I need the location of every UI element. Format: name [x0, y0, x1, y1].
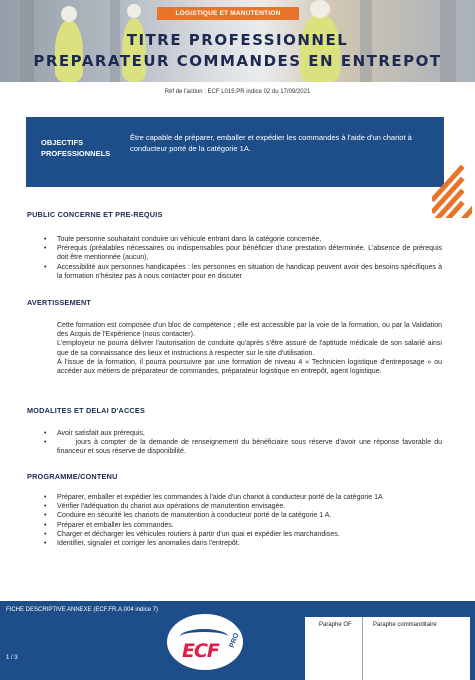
- paragraph: Cette formation est composée d'un bloc de compétence ; elle est accessible par la voie de la formation, ou par la Validation des Acquis de l'Expérience (nous contacter).: [57, 322, 442, 339]
- category-tag: LOGISTIQUE ET MANUTENTION: [157, 7, 299, 20]
- list-item: • jours à compter de la demande de renseignement du bénéficiaire sous réserve d'avoir une réponse favorable du financeur et sous réserve de disponibilité.: [44, 438, 442, 456]
- paragraph: À l'issue de la formation, il pourra poursuivre par une formation de niveau 4 « Technicien logistique d'entreposage » ou accéder aux métiers de préparateur de commandes, préparateur logistique en entrepôt, agent logistique.: [57, 358, 442, 376]
- list-item: • Prérequis (préalables nécessaires ou indispensables pour bénéficier d'une prestation déterminée. L'absence de prérequis doit être mentionnée (aucun),: [44, 244, 442, 262]
- section-heading-avertissement: AVERTISSEMENT: [27, 298, 92, 307]
- objectives-box: [26, 117, 444, 187]
- action-reference: Réf de l'action : ECF L015.PR indice 02 du 17/09/2021: [164, 89, 311, 95]
- paraphe-client-label: Paraphe commanditaire: [373, 622, 437, 628]
- page-number: 1 / 3: [6, 655, 18, 661]
- avertissement-text: [57, 321, 442, 376]
- signature-divider: [362, 617, 363, 680]
- list-item: • Avoir satisfait aux prérequis,: [44, 429, 442, 438]
- list-item: • Toute personne souhaitant conduire un véhicule entrant dans la catégorie concernée,: [44, 235, 442, 244]
- list-item: • Vérifier l'adéquation du chariot aux opérations de manutention envisagée.: [44, 502, 442, 511]
- page-title-line2: PREPARATEUR COMMANDES EN ENTREPOT: [33, 52, 442, 70]
- page-title-line1: TITRE PROFESSIONNEL: [126, 31, 349, 49]
- paraphe-of-label: Paraphe OF: [319, 622, 352, 628]
- orange-stripes-decoration: [432, 158, 472, 218]
- list-item: • Identifier, signaler et corriger les anomalies dans l'entrepôt.: [44, 539, 442, 548]
- objectives-text: Être capable de préparer, emballer et expédier les commandes à l'aide d'un chariot à conducteur porté de la catégorie 1A.: [130, 133, 412, 153]
- public-list: [44, 235, 442, 281]
- annex-label: FICHE DESCRIPTIVE ANNEXE (ECF.FR.A.004 indice 7): [6, 607, 159, 613]
- modalites-list: [44, 429, 442, 457]
- paragraph: L'employeur ne pourra délivrer l'autorisation de conduite qu'après s'être assuré de l'aptitude médicale de son salarié ainsi que de sa connaissance des lieux et instructions à respecter sur le site d'utilisation.: [57, 340, 442, 357]
- section-heading-modalites: MODALITES ET DELAI D'ACCES: [27, 406, 146, 415]
- list-item: • Préparer, emballer et expédier les commandes à l'aide d'un chariot à conducteur porté de la catégorie 1A: [44, 493, 442, 502]
- list-item: • Charger et décharger les véhicules routiers à partir d'un quai et expédier les marchandises.: [44, 530, 442, 539]
- list-item: • Conduire en sécurité les chariots de manutention à conducteur porté de la catégorie 1 A.: [44, 511, 442, 520]
- list-item: • Préparer et emballer les commandes.: [44, 521, 442, 530]
- logo-wordmark: ECF: [182, 640, 219, 662]
- list-item: • Accessibilité aux personnes handicapées : les personnes en situation de handicap peuvent avoir des besoins spécifiques à la formation n'hésitez pas à nous contacter pour en discuter: [44, 263, 442, 281]
- objectives-label: OBJECTIFS PROFESSIONNELS: [41, 138, 111, 158]
- section-heading-programme: PROGRAMME/CONTENU: [27, 472, 118, 481]
- programme-list: [44, 493, 442, 548]
- section-heading-public: PUBLIC CONCERNE ET PRE-REQUIS: [27, 210, 163, 219]
- logo-subtext: PRO: [228, 632, 241, 649]
